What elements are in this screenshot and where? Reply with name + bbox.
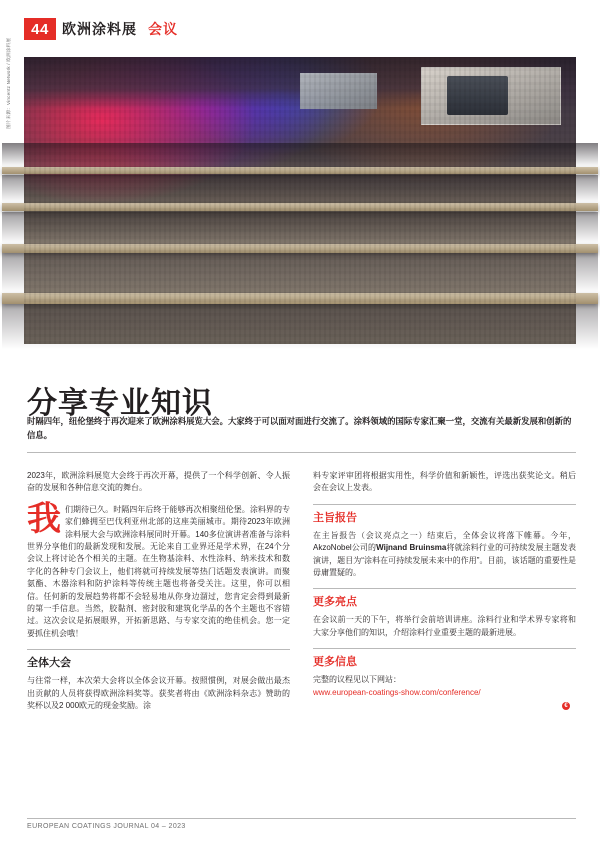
- standfirst-text: 时隔四年，纽伦堡终于再次迎来了欧洲涂料展览大会。大家终于可以面对面进行交流了。涂料领域的国际专家汇聚一堂，交流有关最新发展和创新的信息。: [27, 416, 572, 440]
- divider-rule-bottom: [27, 818, 576, 819]
- photo-credit: 图片来源：Vincentz Network / 欧洲涂料展: [6, 37, 11, 129]
- plenary-paragraph: 与往常一样，本次荣大会将以全体会议开幕。按照惯例，对展会做出最杰出贡献的人员将获得欧洲涂料奖等。获奖者将由《欧洲涂料杂志》赞助的奖杯以及2 000欧元的现金奖励。涂: [27, 676, 290, 711]
- highlights-paragraph: 在会议前一天的下午，将举行会前培训讲座。涂料行业和学术界专家将和大家分享他们的知识，介绍涂料行业重要主题的最新进展。: [313, 615, 576, 637]
- divider-rule-right-2: [313, 588, 576, 589]
- photo-texture-overlay: [24, 57, 576, 344]
- subhead-keynote: 主旨报告: [313, 511, 357, 524]
- divider-rule-left: [27, 649, 290, 650]
- first-body-paragraph: [27, 499, 290, 640]
- keynote-text-post: 将就涂料行业的可持续发展主题发表演讲，题目为“涂料在可持续发展未来中的作用”。目前，该话题的重要性是毋庸置疑的。: [313, 543, 577, 578]
- photo-image: [24, 57, 576, 344]
- page-title: 分享专业知识: [27, 387, 213, 421]
- footer-journal-line: EUROPEAN COATINGS JOURNAL 04 – 2023: [27, 823, 186, 830]
- euro-marker-icon: €: [562, 702, 570, 710]
- conference-hall-photo: [6, 37, 576, 344]
- divider-rule-right-3: [313, 648, 576, 649]
- intro-paragraph: 2023年，欧洲涂料展览大会终于再次开幕，提供了一个科学创新、令人振奋的发展和各种信息交流的舞台。: [27, 471, 290, 493]
- continuation-paragraph: 料专家评审团将根据实用性，科学价值和新颖性，评选出获奖论文。稍后会在会议上发表。: [313, 471, 576, 493]
- first-body-text: 们期待已久。时隔四年后终于能够再次相聚纽伦堡。涂料界的专家们蜂拥至巴伐利亚州北部的这座美丽城市。期待2023年欧洲涂料展大会与欧洲涂料展同时开幕。140多位演讲者准备与涂料世界分享他们的最新发现和发展。无论来自工业界还是学术界，在24个分会议上将讨论各个相关的主题。在生物基涂料、水性涂料、纳米技术和数字化的各种专门会议上，他们将就可持续发展等热门话题发表演讲。而聚氨酯、木器涂料和防护涂料等传统主题也将备受关注。这里，你可以相信。任何新的发展趋势将都不会轻易地从你身边溜过，您肯定会得到最新的第一手信息。当然，胶黏剂、密封胶和建筑化学品的各个主题也不容错过。这次会议是拓展眼界，开拓新思路、与专家交流的绝佳机会。您一定要抓住机会哦！: [27, 504, 290, 638]
- subhead-more-info: 更多信息: [313, 656, 357, 669]
- keynote-speaker-name: Wijnand Bruinsma: [376, 543, 447, 553]
- drop-cap: 我: [27, 499, 61, 538]
- keynote-paragraph: [313, 530, 576, 580]
- page-number-badge: 44: [24, 18, 56, 40]
- divider-rule-top: [27, 452, 576, 453]
- subhead-plenary: 全体大会: [27, 657, 71, 670]
- divider-rule-right-1: [313, 504, 576, 505]
- subhead-highlights: 更多亮点: [313, 596, 357, 609]
- header-section-label: 欧洲涂料展: [62, 21, 137, 37]
- more-info-text: 完整的议程见以下网站：: [313, 675, 401, 685]
- page-header: [0, 0, 600, 52]
- body-column-left: [27, 470, 290, 722]
- keynote-text-pre: 在主旨报告（会议亮点之一）结束后，全体会议将落下帷幕。今年，AkzoNobel公司的: [313, 530, 576, 553]
- body-column-right: [313, 470, 576, 708]
- header-subsection-label: 会议: [148, 21, 178, 37]
- more-info-paragraph: [313, 674, 576, 699]
- conference-website-link[interactable]: www.european-coatings-show.com/conference/: [313, 687, 481, 697]
